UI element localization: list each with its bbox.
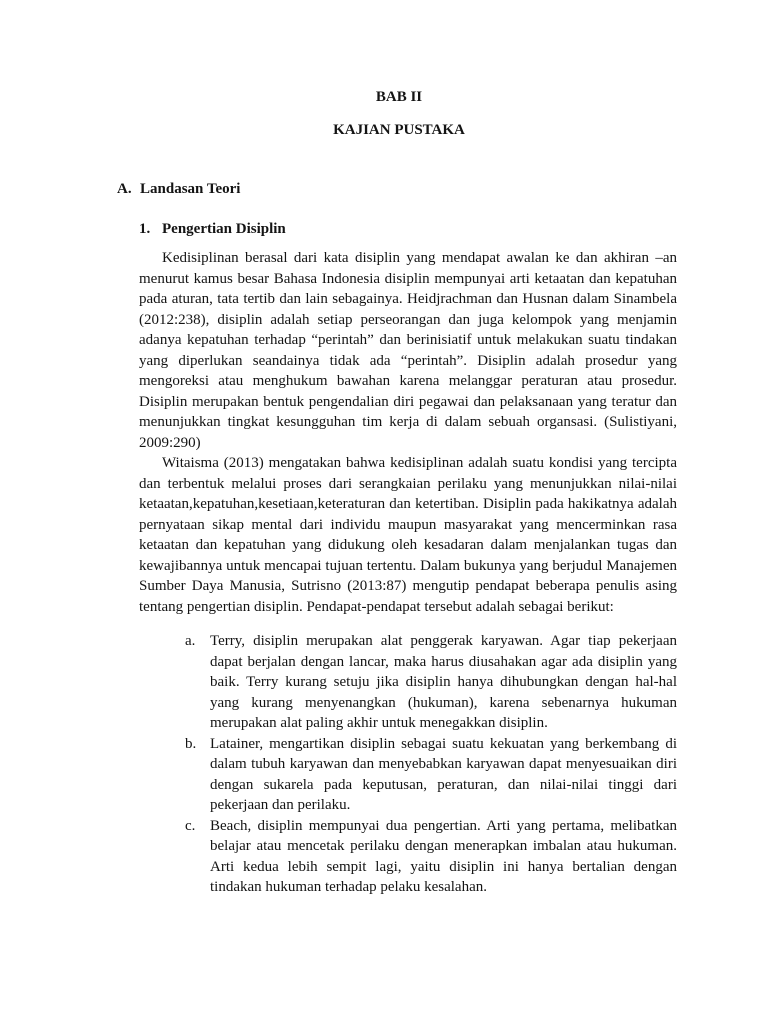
list-item: [139, 734, 677, 816]
subsection-title: Pengertian Disiplin: [162, 221, 286, 237]
section-marker: A.: [117, 181, 132, 197]
paragraph: Witaisma (2013) mengatakan bahwa kedisiplinan adalah suatu kondisi yang tercipta dan terbentuk melalui proses dari serangkaian perilaku yang menunjukkan nilai-nilai ketaatan,kepatuhan,kesetiaan,keteraturan dan ketertiban. Disiplin pada hakikatnya adalah pernyataan sikap mental dari individu maupun masyarakat yang mencerminkan rasa ketaatan dan kepatuhan yang didukung oleh kesadaran dalam menjalankan tugas dan kewajibannya untuk mencapai tujuan tertentu. Dalam bukunya yang berjudul Manajemen Sumber Daya Manusia, Sutrisno (2013:87) mengutip pendapat beberapa penulis asing tentang pengertian disiplin. Pendapat-pendapat tersebut adalah sebagai berikut:: [139, 455, 677, 615]
list-marker: c.: [185, 817, 196, 834]
list-item: [139, 816, 677, 898]
list-item: [139, 631, 677, 734]
chapter-number: BAB II: [375, 89, 423, 105]
list-marker: a.: [185, 633, 196, 649]
definition-list: [139, 631, 677, 898]
subsection-heading: [139, 220, 286, 238]
list-item-text: Latainer, mengartikan disiplin sebagai suatu kekuatan yang berkembang di dalam tubuh karyawan dan menyebabkan karyawan dapat menyesuaikan diri dengan sukarela pada keputusan, peraturan, dan nilai-nilai tinggi dari pekerjaan dan perilaku.: [210, 735, 677, 813]
paragraph: Kedisiplinan berasal dari kata disiplin yang mendapat awalan ke dan akhiran –an menurut kamus besar Bahasa Indonesia disiplin mempunyai arti ketaatan dan kepatuhan pada aturan, tata tertib dan lain sebagainya. Heidjrachman dan Husnan dalam Sinambela (2012:238), disiplin adalah setiap perseorangan dan juga kelompok yang menjamin adanya kepatuhan terhadap “perintah” dan berinisiatif untuk melakukan suatu tindakan yang diperlukan seandainya tidak ada “perintah”. Disiplin adalah prosedur yang mengoreksi atau menghukum bawahan karena melanggar peraturan atau prosedur. Disiplin merupakan bentuk pengendalian diri pegawai dan pelaksanaan yang teratur dan menunjukkan tingkat kesungguhan tim kerja di dalam sebuah organsasi. (Sulistiyani, 2009:290): [139, 250, 677, 451]
subsection-marker: 1.: [139, 221, 151, 237]
body-text: [139, 248, 677, 898]
section-heading: [117, 180, 240, 198]
list-item-text: Terry, disiplin merupakan alat penggerak karyawan. Agar tiap pekerjaan dapat berjalan dengan lancar, maka harus diusahakan agar ada disiplin yang baik. Terry kurang setuju jika disiplin hanya dihubungkan dengan hal-hal yang kurang menyenangkan (hukuman), karena sebenarnya hukuman merupakan alat paling akhir untuk menegakkan disiplin.: [210, 633, 677, 731]
section-title: Landasan Teori: [140, 181, 241, 197]
chapter-title: KAJIAN PUSTAKA: [333, 122, 465, 138]
list-marker: b.: [185, 735, 197, 752]
list-item-text: Beach, disiplin mempunyai dua pengertian. Arti yang pertama, melibatkan belajar atau mencetak perilaku dengan menerapkan imbalan atau hukuman. Arti kedua lebih sempit lagi, yaitu disiplin ini hanya bertalian dengan tindakan hukuman terhadap pelaku kesalahan.: [210, 817, 677, 895]
